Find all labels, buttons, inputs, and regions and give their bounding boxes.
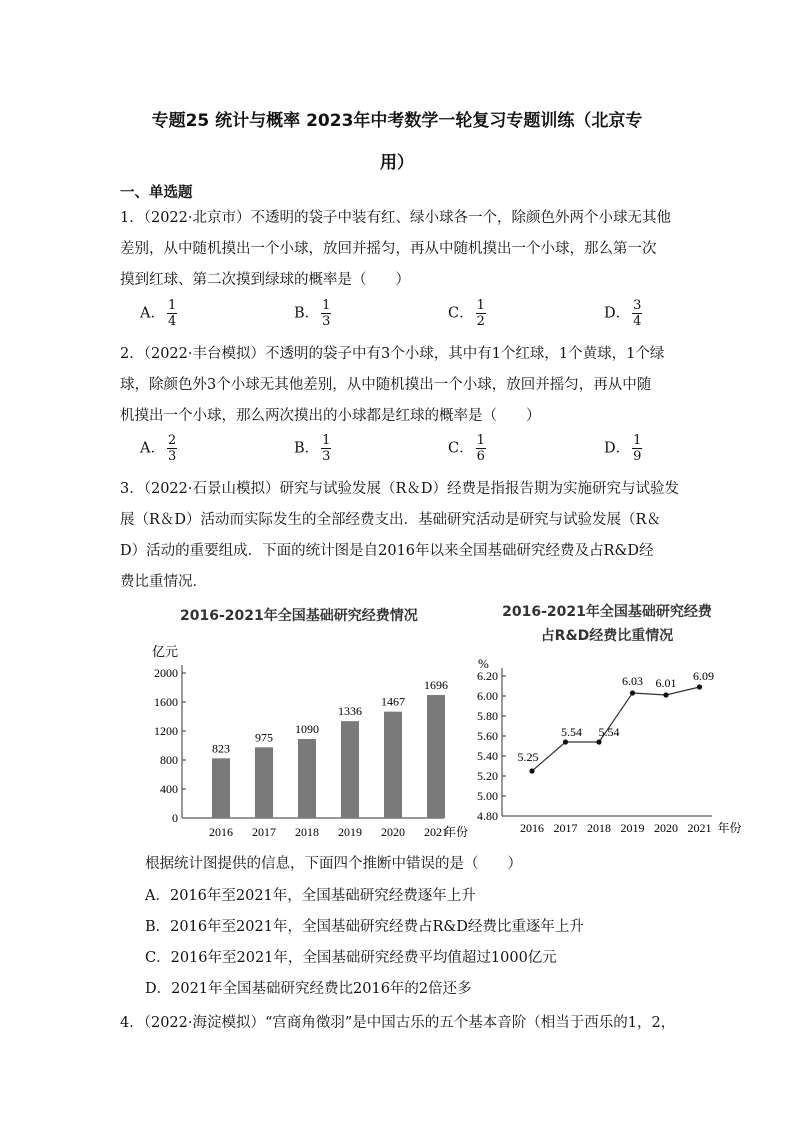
x-tick-label: 2016 (520, 821, 544, 835)
x-tick-label: 2017 (553, 821, 578, 835)
y-axis-label: % (478, 656, 489, 671)
bar (341, 721, 359, 818)
data-value-label: 6.03 (622, 674, 643, 688)
x-tick-label: 2018 (295, 825, 319, 839)
q4-line-1: 4．（2022·海淀模拟）“宫商角徵羽”是中国古乐的五个基本音阶（相当于西乐的1，2， (120, 1015, 676, 1031)
x-axis-label: 年份 (444, 825, 469, 839)
q1-option-a[interactable] (140, 298, 177, 329)
q2-option-a[interactable] (140, 433, 177, 464)
section-heading: 一、单选题 (120, 185, 193, 201)
y-tick-label: 4.80 (477, 809, 498, 823)
bar-value-label: 975 (255, 730, 273, 745)
x-tick-label: 2018 (587, 821, 611, 835)
data-point (663, 692, 668, 697)
bar (212, 758, 230, 818)
bar-value-label: 823 (212, 741, 230, 756)
bar (298, 739, 316, 818)
x-tick-label: 2020 (654, 821, 678, 835)
x-tick-label: 2020 (381, 825, 405, 839)
x-tick-label: 2016 (209, 825, 233, 839)
y-tick-label: 5.40 (477, 749, 498, 763)
bar-value-label: 1090 (295, 721, 319, 736)
q3-line-1: 3．（2022·石景山模拟）研究与试验发展（R＆D）经费是指报告期为实施研究与试验发 (120, 481, 680, 497)
y-tick-label: 2000 (154, 666, 178, 680)
data-value-label: 6.01 (655, 676, 677, 690)
q1-option-d[interactable] (604, 298, 642, 329)
q1-option-c[interactable] (448, 298, 486, 329)
q2-line-3: 机摸出一个小球，那么两次摸出的小球都是红球的概率是（ ） (120, 408, 541, 424)
y-tick-label: 800 (160, 753, 178, 767)
option-label: B． (294, 305, 320, 322)
page-title-continued: 用） (380, 153, 414, 173)
x-tick-label: 2021 (687, 821, 712, 835)
option-label: B． (294, 440, 320, 457)
q3-line-3: D）活动的重要组成．下面的统计图是自2016年以来全国基础研究经费及占R&D经 (120, 543, 654, 559)
q2-line-1: 2．（2022·丰台模拟）不透明的袋子中有3个小球，其中有1个红球，1个黄球，1个绿 (120, 346, 665, 362)
bar (384, 712, 402, 818)
line-chart-title-2: 占R&D经费比重情况 (540, 628, 674, 644)
q3-option-b[interactable]: B．2016年至2021年，全国基础研究经费占R&D经费比重逐年上升 (145, 919, 584, 935)
x-tick-label: 2021 (424, 825, 448, 839)
bar-chart-title: 2016-2021年全国基础研究经费情况 (180, 608, 418, 624)
q3-option-a[interactable]: A．2016年至2021年，全国基础研究经费逐年上升 (145, 888, 476, 904)
q1-line-1: 1．（2022·北京市）不透明的袋子中装有红、绿小球各一个，除颜色外两个小球无其他 (120, 210, 671, 226)
y-tick-label: 1200 (154, 724, 178, 738)
data-value-label: 5.54 (561, 725, 582, 739)
line-chart-title-1: 2016-2021年全国基础研究经费 (502, 604, 712, 620)
q3-option-c[interactable]: C．2016年至2021年，全国基础研究经费平均值超过1000亿元 (145, 950, 557, 966)
fraction: $\frac{3}{4}$ (633, 298, 642, 329)
bar-chart (140, 640, 480, 840)
q3-question: 根据统计图提供的信息，下面四个推断中错误的是（ ） (145, 856, 522, 872)
data-point (596, 739, 601, 744)
option-label: A． (140, 440, 165, 457)
fraction: $\frac{2}{3}$ (167, 433, 177, 464)
y-tick-label: 5.20 (477, 769, 498, 783)
bar (427, 695, 445, 818)
y-tick-label: 5.80 (477, 709, 498, 723)
q3-line-4: 费比重情况． (120, 574, 207, 590)
fraction: $\frac{1}{3}$ (322, 298, 331, 329)
q1-line-2: 差别，从中随机摸出一个小球，放回并摇匀，再从中随机摸出一个小球，那么第一次 (120, 241, 657, 257)
fraction: $\frac{1}{9}$ (633, 433, 642, 464)
q1-option-b[interactable] (294, 298, 331, 329)
page-title: 专题25 统计与概率 2023年中考数学一轮复习专题训练（北京专 (151, 111, 643, 131)
line-chart (470, 650, 780, 840)
option-label: D． (604, 440, 631, 457)
y-tick-label: 5.60 (477, 729, 498, 743)
q1-line-3: 摸到红球、第二次摸到绿球的概率是（ ） (120, 272, 410, 288)
fraction: $\frac{1}{6}$ (476, 433, 485, 464)
data-point (563, 739, 568, 744)
bar-value-label: 1696 (424, 678, 448, 693)
x-axis-label: 年份 (717, 821, 742, 835)
q2-line-2: 球，除颜色外3个小球无其他差别，从中随机摸出一个小球，放回并摇匀，再从中随 (120, 377, 652, 393)
data-value-label: 5.25 (517, 750, 539, 764)
y-axis-label: 亿元 (152, 644, 179, 659)
y-tick-label: 5.00 (477, 789, 498, 803)
option-label: C． (448, 440, 474, 457)
q2-option-d[interactable] (604, 433, 642, 464)
q2-option-c[interactable] (448, 433, 486, 464)
x-tick-label: 2017 (252, 825, 276, 839)
data-point (529, 768, 534, 773)
data-point (630, 690, 635, 695)
y-tick-label: 6.20 (477, 669, 498, 683)
option-label: D． (604, 305, 631, 322)
fraction: $\frac{1}{2}$ (476, 298, 485, 329)
option-label: A． (140, 305, 165, 322)
y-tick-label: 6.00 (477, 689, 498, 703)
bar-value-label: 1336 (338, 704, 362, 719)
data-value-label: 5.54 (598, 725, 620, 739)
option-label: C． (448, 305, 474, 322)
y-tick-label: 1600 (154, 695, 178, 709)
bar (255, 747, 273, 818)
bar-value-label: 1467 (381, 694, 405, 709)
fraction: $\frac{1}{3}$ (322, 433, 331, 464)
x-tick-label: 2019 (620, 821, 645, 835)
data-value-label: 6.09 (693, 669, 714, 683)
q2-option-b[interactable] (294, 433, 331, 464)
fraction: $\frac{1}{4}$ (167, 298, 177, 329)
y-tick-label: 0 (172, 811, 178, 825)
x-tick-label: 2019 (338, 825, 362, 839)
data-point (697, 684, 702, 689)
q3-option-d[interactable]: D．2021年全国基础研究经费比2016年的2倍还多 (145, 981, 472, 997)
y-tick-label: 400 (160, 782, 178, 796)
q3-line-2: 展（R＆D）活动而实际发生的全部经费支出．基础研究活动是研究与试验发展（R＆ (120, 512, 661, 528)
